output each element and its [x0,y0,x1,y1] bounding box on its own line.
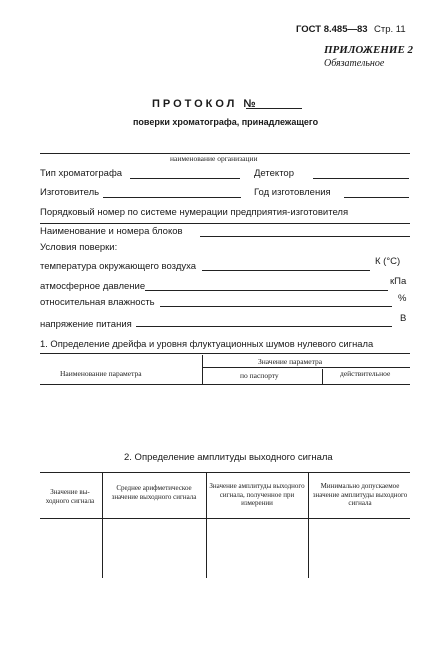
field-manufacturer-line[interactable] [103,197,241,198]
table2-divider-2 [206,473,207,578]
field-detector-line[interactable] [313,178,409,179]
field-type-line[interactable] [130,178,240,179]
table1-col-actual: действительное [340,369,391,378]
table2-header-border [40,518,410,519]
field-blocks-label: Наименование и номера блоков [40,226,183,237]
section2-title: 2. Определение амплитуды выходного сигнала [124,452,333,463]
field-voltage-label: напряжение питания [40,319,132,330]
field-temp-line[interactable] [202,270,370,271]
field-humidity-label: относительная влажность [40,297,155,308]
field-blocks-line[interactable] [200,236,410,237]
field-temp-unit: К (°С) [375,256,401,267]
table1-divider-1 [202,355,203,385]
field-pressure-label: атмосферное давление [40,281,146,292]
conditions-label: Условия поверки: [40,242,118,253]
table2-top-border [40,472,410,473]
field-humidity-line[interactable] [160,306,392,307]
table1-divider-2 [322,369,323,384]
field-serial-line[interactable] [40,223,410,224]
field-pressure-line[interactable] [145,290,388,291]
table1-top-border [40,353,410,354]
page-number: Стр. 11 [374,24,406,35]
field-voltage-line[interactable] [136,326,392,327]
protocol-subtitle: поверки хроматографа, принадлежащего [133,117,319,127]
field-type-label: Тип хроматографа [40,168,123,179]
field-pressure-unit: кПа [390,276,407,287]
table1-col-name: Наименование параметра [60,369,142,378]
appendix-title: ПРИЛОЖЕНИЕ 2 [324,44,414,56]
protocol-title: ПРОТОКОЛ № [152,98,259,110]
table2-col-output: Значение выходного сигнала [45,488,95,505]
field-humidity-unit: % [398,293,407,304]
table1-col-passport: по паспорту [240,371,279,380]
field-detector-label: Детектор [254,168,295,179]
field-serial-label: Порядковый номер по системе нумерации предприятия-изготовителя [40,207,349,218]
table2-divider-3 [308,473,309,578]
field-temp-label: температура окружающего воздуха [40,261,197,272]
section1-title: 1. Определение дрейфа и уровня флуктуационных шумов нулевого сигнала [40,338,374,349]
org-caption: наименование организации [170,154,258,163]
table2-col-mean: Среднее арифметическое значение выходного сигнала [111,484,197,501]
field-voltage-unit: В [400,313,407,324]
table2-col-minimum: Минимально допускаемое значение амплитуды выходного сигнала [312,482,408,507]
protocol-number-line [246,108,302,109]
table2-divider-1 [102,473,103,578]
table1-subheader-border [202,367,410,368]
table1-col-value: Значение параметра [258,357,323,366]
field-year-line[interactable] [344,197,409,198]
table2-col-measured: Значение амплитуды выходного сигнала, полученное при измерении [209,482,305,507]
gost-number: ГОСТ 8.485—83 [296,24,368,35]
appendix-status: Обязательное [324,58,385,69]
field-year-label: Год изготовления [254,187,331,198]
field-manufacturer-label: Изготовитель [40,187,100,198]
table1-header-border [40,384,410,385]
